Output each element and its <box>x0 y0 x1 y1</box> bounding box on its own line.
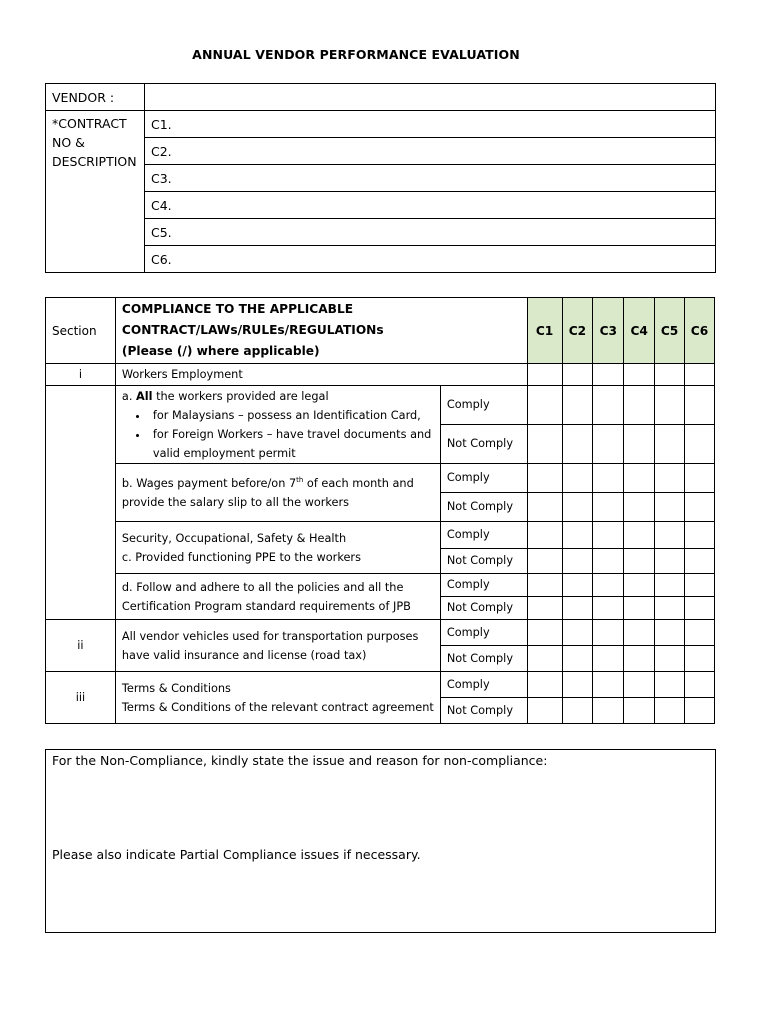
check-cell[interactable] <box>685 646 715 672</box>
check-cell[interactable] <box>655 698 685 724</box>
check-cell[interactable] <box>685 364 715 386</box>
check-cell[interactable] <box>527 522 562 549</box>
check-cell[interactable] <box>624 620 655 646</box>
check-cell[interactable] <box>685 597 715 620</box>
check-cell[interactable] <box>624 597 655 620</box>
item-c-line1: Security, Occupational, Safety & Health <box>121 531 347 545</box>
check-cell[interactable] <box>527 425 562 464</box>
check-cell[interactable] <box>527 364 562 386</box>
section-number: i <box>46 364 116 386</box>
item-a-bullet: • for Foreign Workers – have travel documents and valid employment permit <box>149 425 434 463</box>
check-cell[interactable] <box>685 522 715 549</box>
check-cell[interactable] <box>527 646 562 672</box>
item-d-description <box>115 574 440 620</box>
item-a-description <box>115 386 440 464</box>
check-cell[interactable] <box>593 425 624 464</box>
check-cell[interactable] <box>527 386 562 425</box>
check-cell[interactable] <box>562 386 593 425</box>
item-iii-description <box>115 672 440 724</box>
item-a-rest: the workers provided are legal <box>156 389 329 403</box>
check-cell[interactable] <box>527 672 562 698</box>
check-cell[interactable] <box>593 493 624 522</box>
check-cell[interactable] <box>655 597 685 620</box>
check-cell[interactable] <box>527 698 562 724</box>
check-cell[interactable] <box>685 425 715 464</box>
section-title: Workers Employment <box>115 364 527 386</box>
check-cell[interactable] <box>624 549 655 574</box>
item-ii-line2: have valid insurance and license (road tax) <box>121 648 367 662</box>
check-cell[interactable] <box>624 672 655 698</box>
comply-label: Comply <box>440 620 527 646</box>
item-b-sup: th <box>296 475 304 484</box>
column-header-c4: C4 <box>624 298 655 364</box>
contract-field-c2[interactable]: C2. <box>145 138 716 165</box>
check-cell[interactable] <box>655 386 685 425</box>
column-header-c6: C6 <box>685 298 715 364</box>
not-comply-label: Not Comply <box>440 698 527 724</box>
section-number-blank <box>46 386 116 620</box>
contract-field-c1[interactable]: C1. <box>145 111 716 138</box>
check-cell[interactable] <box>655 464 685 493</box>
check-cell[interactable] <box>624 493 655 522</box>
compliance-header <box>115 298 527 364</box>
check-cell[interactable] <box>685 464 715 493</box>
check-cell[interactable] <box>593 364 624 386</box>
check-cell[interactable] <box>655 646 685 672</box>
check-cell[interactable] <box>593 646 624 672</box>
comply-label: Comply <box>440 464 527 493</box>
item-iii-line2: Terms & Conditions of the relevant contract agreement <box>121 700 434 714</box>
compliance-header-line3: (Please (/) where applicable) <box>121 344 320 358</box>
check-cell[interactable] <box>593 597 624 620</box>
check-cell[interactable] <box>562 698 593 724</box>
compliance-header-line2: CONTRACT/LAWs/RULEs/REGULATIONs <box>121 323 384 337</box>
check-cell[interactable] <box>624 646 655 672</box>
check-cell[interactable] <box>685 574 715 597</box>
page-title: ANNUAL VENDOR PERFORMANCE EVALUATION <box>192 47 520 62</box>
check-cell[interactable] <box>624 425 655 464</box>
section-number: ii <box>46 620 116 672</box>
check-cell[interactable] <box>624 364 655 386</box>
column-header-c2: C2 <box>562 298 593 364</box>
check-cell[interactable] <box>593 620 624 646</box>
check-cell[interactable] <box>624 464 655 493</box>
check-cell[interactable] <box>655 522 685 549</box>
comply-label: Comply <box>440 672 527 698</box>
check-cell[interactable] <box>685 386 715 425</box>
check-cell[interactable] <box>655 364 685 386</box>
contract-field-c4[interactable]: C4. <box>145 192 716 219</box>
check-cell[interactable] <box>685 493 715 522</box>
not-comply-label: Not Comply <box>440 493 527 522</box>
comply-label: Comply <box>440 522 527 549</box>
item-b-after: of each month and provide the salary slip to all the workers <box>121 476 414 509</box>
item-a-prefix: a. <box>121 389 133 403</box>
section-number: iii <box>46 672 116 724</box>
vendor-label: VENDOR : <box>46 84 145 111</box>
check-cell[interactable] <box>655 425 685 464</box>
item-b-before: b. Wages payment before/on 7 <box>121 476 297 490</box>
contract-field-c6[interactable]: C6. <box>145 246 716 273</box>
check-cell[interactable] <box>562 597 593 620</box>
check-cell[interactable] <box>593 386 624 425</box>
check-cell[interactable] <box>562 493 593 522</box>
check-cell[interactable] <box>562 549 593 574</box>
item-iii-line1: Terms & Conditions <box>121 681 231 695</box>
not-comply-label: Not Comply <box>440 425 527 464</box>
comply-label: Comply <box>440 386 527 425</box>
item-ii-description <box>115 620 440 672</box>
not-comply-label: Not Comply <box>440 549 527 574</box>
check-cell[interactable] <box>562 522 593 549</box>
notes-instruction: For the Non-Compliance, kindly state the issue and reason for non-compliance: <box>52 753 548 768</box>
check-cell[interactable] <box>527 574 562 597</box>
check-cell[interactable] <box>593 522 624 549</box>
check-cell[interactable] <box>655 574 685 597</box>
item-a-line <box>122 387 434 406</box>
check-cell[interactable] <box>685 549 715 574</box>
item-d-line2: Certification Program standard requirements of JPB <box>121 599 411 613</box>
not-comply-label: Not Comply <box>440 597 527 620</box>
check-cell[interactable] <box>527 493 562 522</box>
notes-partial-instruction: Please also indicate Partial Compliance issues if necessary. <box>52 847 421 862</box>
item-c-description <box>115 522 440 574</box>
check-cell[interactable] <box>655 672 685 698</box>
contract-field-c3[interactable]: C3. <box>145 165 716 192</box>
check-cell[interactable] <box>562 620 593 646</box>
column-header-c3: C3 <box>593 298 624 364</box>
check-cell[interactable] <box>685 672 715 698</box>
check-cell[interactable] <box>624 574 655 597</box>
check-cell[interactable] <box>562 646 593 672</box>
compliance-header-line1: COMPLIANCE TO THE APPLICABLE <box>121 302 354 316</box>
column-header-c1: C1 <box>527 298 562 364</box>
check-cell[interactable] <box>624 522 655 549</box>
item-d-line1: d. Follow and adhere to all the policies and all the <box>121 580 404 594</box>
check-cell[interactable] <box>562 425 593 464</box>
compliance-table <box>45 297 715 724</box>
check-cell[interactable] <box>527 549 562 574</box>
check-cell[interactable] <box>593 698 624 724</box>
check-cell[interactable] <box>593 549 624 574</box>
check-cell[interactable] <box>593 672 624 698</box>
check-cell[interactable] <box>624 698 655 724</box>
contract-label: *CONTRACT NO & DESCRIPTION <box>46 111 145 273</box>
item-a-bold: All <box>136 389 153 403</box>
check-cell[interactable] <box>593 574 624 597</box>
item-ii-line1: All vendor vehicles used for transportation purposes <box>121 629 419 643</box>
vendor-field[interactable] <box>145 84 716 111</box>
check-cell[interactable] <box>562 574 593 597</box>
check-cell[interactable] <box>562 464 593 493</box>
vendor-table <box>45 83 716 273</box>
check-cell[interactable] <box>593 464 624 493</box>
column-header-c5: C5 <box>655 298 685 364</box>
check-cell[interactable] <box>624 386 655 425</box>
check-cell[interactable] <box>655 493 685 522</box>
check-cell[interactable] <box>655 549 685 574</box>
check-cell[interactable] <box>527 620 562 646</box>
item-a-bullet: • for Malaysians – possess an Identification Card, <box>149 406 434 425</box>
check-cell[interactable] <box>527 597 562 620</box>
non-compliance-notes-box[interactable] <box>45 749 716 933</box>
item-c-line2: c. Provided functioning PPE to the workers <box>121 550 361 564</box>
check-cell[interactable] <box>655 620 685 646</box>
item-b-description <box>115 464 440 522</box>
check-cell[interactable] <box>685 698 715 724</box>
not-comply-label: Not Comply <box>440 646 527 672</box>
check-cell[interactable] <box>562 672 593 698</box>
check-cell[interactable] <box>562 364 593 386</box>
item-a-bullets <box>122 406 434 463</box>
check-cell[interactable] <box>527 464 562 493</box>
comply-label: Comply <box>440 574 527 597</box>
check-cell[interactable] <box>685 620 715 646</box>
contract-field-c5[interactable]: C5. <box>145 219 716 246</box>
section-header: Section <box>46 298 116 364</box>
